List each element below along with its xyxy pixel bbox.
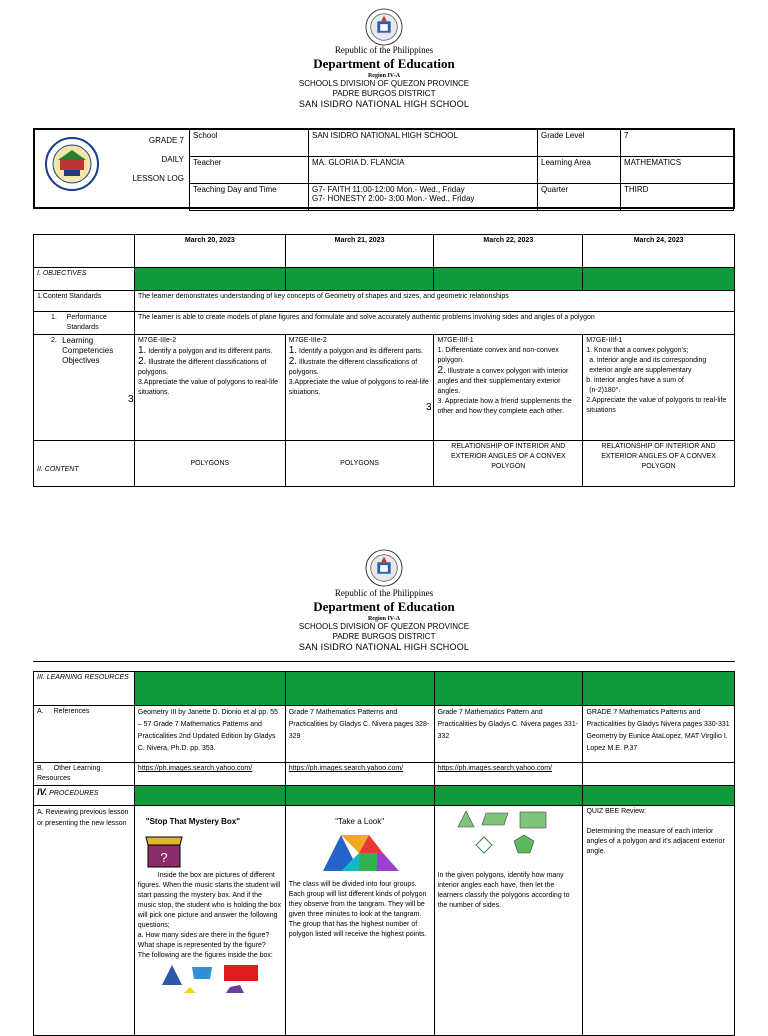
reference-col1: Geometry III by Janette D. Dionio et al pp. 55 – 57 Grade 7 Mathematics Patterns and Practicalities 2nd Updated Edition by Gladys C. Nivera, Ph.D. pp. 353.: [134, 706, 285, 763]
quarter-label: Quarter: [538, 184, 621, 211]
activity-text: Inside the box are pictures of different figures. When the music starts the student will start passing the mystery box. And if the music stop, the student who is holding the box will pick one picture and answer the following questions;: [137, 872, 281, 929]
dll-title-daily: DAILY: [161, 155, 184, 164]
info-table: [189, 129, 734, 211]
procedure-col4: [583, 806, 735, 1036]
empty-cell: [583, 763, 735, 786]
item-num: 2.: [288, 356, 298, 367]
competency-item: 3. Appreciate how a friend supplements the other and how they complete each other.: [437, 398, 572, 415]
performance-standards-text: The learner is able to create models of plane figures and formulate and solve accurately authentic problems involving sides and angles of a polygon: [134, 312, 734, 335]
performance-label-text: Performance Standards: [66, 314, 107, 331]
content-col3: RELATIONSHIP OF INTERIOR AND EXTERIOR ANGLES OF A CONVEX POLYGON: [434, 441, 583, 487]
page2-header: [0, 588, 768, 653]
ref-label-text: References: [53, 708, 90, 715]
header-school: SAN ISIDRO NATIONAL HIGH SCHOOL: [298, 99, 470, 109]
content-col4: RELATIONSHIP OF INTERIOR AND EXTERIOR ANGLES OF A CONVEX POLYGON: [583, 441, 735, 487]
competency-item: 1. Differentiate convex and non-convex polygon.: [437, 347, 559, 364]
green-bar: [134, 268, 285, 291]
procedures-roman: IV.: [37, 787, 48, 797]
review-lesson-label: A. Reviewing previous lesson or presenting the new lesson: [34, 806, 135, 1036]
item-num: 1.: [288, 345, 298, 356]
competency-col2: [285, 335, 434, 441]
green-bar: [285, 786, 434, 806]
competency-item: 1. Know that a convex polygon's;: [586, 347, 689, 354]
date-mar21: March 21, 2023: [285, 235, 434, 268]
deped-seal-icon: [365, 549, 403, 587]
teacher-label: Teacher: [190, 157, 309, 184]
page2-divider: [33, 661, 735, 662]
activity-text: In the given polygons, identify how many interior angles each have, then let the learners classify the polygons according to the number of sides.: [437, 872, 570, 909]
school-logo-icon: [44, 136, 100, 192]
resource-link[interactable]: https://ph.images.search.yahoo.com/: [434, 763, 583, 786]
ref-letter: A.: [37, 708, 44, 715]
green-bar: [434, 268, 583, 291]
header-department: Department of Education: [313, 56, 455, 71]
competencies-num: 2.: [51, 337, 57, 344]
competency-item: Identify a polygon and its different parts.: [299, 348, 424, 355]
dll-title-grade: GRADE 7: [148, 136, 184, 145]
date-mar22: March 22, 2023: [434, 235, 583, 268]
deped-seal-icon: [365, 8, 403, 46]
competency-item: Illustrate the different classifications of polygons.: [288, 359, 418, 376]
green-bar: [434, 786, 583, 806]
other-letter: B.: [37, 765, 44, 772]
content-col2: POLYGONS: [285, 441, 434, 487]
activity-question: a. How many sides are there in the figure?: [137, 932, 270, 939]
area-label: Learning Area: [538, 157, 621, 184]
green-bar: [583, 268, 735, 291]
green-bar: [134, 672, 285, 706]
item-num: 1.: [137, 345, 147, 356]
date-mar20: March 20, 2023: [134, 235, 285, 268]
green-bar: [134, 786, 285, 806]
procedure-col2: [285, 806, 434, 1036]
competency-col4: [583, 335, 735, 441]
competency-code: M7GE-IIIf-1: [586, 337, 623, 344]
svg-text:?: ?: [160, 850, 168, 865]
lesson-table-page2: [33, 671, 735, 1036]
competency-col1: [134, 335, 285, 441]
other-resources-label: [34, 763, 135, 786]
activity-text: Determining the measure of each interior angles of a polygon and it's adjacent exterior angle.: [586, 828, 725, 855]
quarter-value: THIRD: [621, 184, 734, 211]
lesson-table-page1: [33, 234, 735, 487]
procedures-label: [34, 786, 135, 806]
margin-numeral: 3: [128, 394, 134, 405]
procedure-col1: [134, 806, 285, 1036]
competency-col3: [434, 335, 583, 441]
competency-code: M7GE-IIIf-1: [437, 337, 474, 344]
reference-col3: Grade 7 Mathematics Pattern and Practicalities by Gladys C. Nivera pages 331-332: [434, 706, 583, 763]
figures-illustration-icon: [160, 963, 270, 993]
competency-item: 3.Appreciate the value of polygons to real-life situations.: [288, 379, 429, 396]
area-value: MATHEMATICS: [621, 157, 734, 184]
time-value-honesty: G7- HONESTY 2:00- 3:00 Mon.- Wed., Friday: [312, 194, 475, 203]
time-label: Teaching Day and Time: [190, 184, 309, 211]
references-label: [34, 706, 135, 763]
polygons-illustration-icon: [456, 809, 556, 861]
header-district: PADRE BURGOS DISTRICT: [332, 632, 436, 641]
competency-item: b. interior angles have a sum of: [586, 377, 684, 384]
reference-col2: Grade 7 Mathematics Patterns and Practicalities by Gladys C. Nivera pages 328-329: [285, 706, 434, 763]
dll-title-log: LESSON LOG: [132, 174, 184, 183]
resource-link[interactable]: https://ph.images.search.yahoo.com/: [134, 763, 285, 786]
header-region: Region IV-A: [367, 616, 401, 622]
green-bar: [583, 786, 735, 806]
competency-item: Illustrate the different classifications of polygons.: [137, 359, 267, 376]
grade-label: Grade Level: [538, 130, 621, 157]
competency-item: a. interior angle and its corresponding exterior angle are supplementary: [589, 357, 707, 374]
other-label-text: Other Learning Resources: [37, 765, 101, 782]
procedures-label-text: PROCEDURES: [49, 790, 99, 797]
time-value: [309, 184, 538, 211]
competency-item: 2.Appreciate the value of polygons to real-life situations: [586, 397, 727, 414]
green-bar: [434, 672, 583, 706]
header-republic: Republic of the Philippines: [334, 588, 434, 598]
corner-cell: [34, 235, 135, 268]
content-col1: POLYGONS: [134, 441, 285, 487]
header-department: Department of Education: [313, 599, 455, 614]
grade-value: 7: [621, 130, 734, 157]
item-num: 2.: [437, 365, 446, 376]
date-mar24: March 24, 2023: [583, 235, 735, 268]
competency-code: M7GE-IIIe-2: [137, 337, 177, 344]
resource-link[interactable]: https://ph.images.search.yahoo.com/: [285, 763, 434, 786]
green-bar: [285, 672, 434, 706]
competency-item: (n-2)180°.: [589, 387, 621, 394]
competency-item: 3.Appreciate the value of polygons to real-life situations.: [137, 379, 279, 396]
performance-standards-label: [34, 312, 135, 335]
competency-item: Identify a polygon and its different parts.: [148, 348, 273, 355]
green-bar: [583, 672, 735, 706]
competencies-label: [34, 335, 135, 441]
competency-item: Illustrate a convex polygon with interior angles and their supplementary exterior angles.: [437, 368, 569, 395]
school-label: School: [190, 130, 309, 157]
school-value: SAN ISIDRO NATIONAL HIGH SCHOOL: [309, 130, 538, 157]
tangram-icon: [323, 835, 399, 871]
header-school: SAN ISIDRO NATIONAL HIGH SCHOOL: [298, 642, 470, 652]
header-division: SCHOOLS DIVISION OF QUEZON PROVINCE: [298, 622, 470, 631]
activity-title: "Stop That Mystery Box": [145, 817, 241, 826]
margin-numeral: 3: [426, 402, 432, 413]
header-division: SCHOOLS DIVISION OF QUEZON PROVINCE: [298, 79, 470, 88]
content-label: II. CONTENT: [34, 441, 135, 487]
activity-question: The following are the figures inside the box:: [137, 952, 273, 959]
activity-title: "Take a Look": [335, 817, 385, 826]
reference-col4: GRADE 7 Mathematics Patterns and Practicalities by Gladys Nivera pages 330-331 Geometry by Eunice AtaLopez, MAT Virgilio I. Lopez M.E. P.37: [583, 706, 735, 763]
procedure-col3: [434, 806, 583, 1036]
content-standards-text: The learner demonstrates understanding of key concepts of Geometry of shapes and sizes, and geometric relationships: [134, 291, 734, 312]
dll-title: [104, 131, 184, 188]
header-republic: Republic of the Philippines: [334, 45, 434, 55]
header-region: Region IV-A: [367, 73, 401, 79]
item-num: 2.: [137, 356, 147, 367]
time-value-faith: G7- FAITH 11:00-12:00 Mon.- Wed., Friday: [312, 185, 465, 194]
activity-title: QUIZ BEE Review:: [586, 808, 646, 815]
competency-code: M7GE-IIIe-2: [288, 337, 327, 344]
page1-header: [0, 45, 768, 110]
competencies-label-text: Learning Competencies Objectives: [62, 336, 114, 365]
performance-num: 1.: [51, 314, 57, 321]
objectives-label: I. OBJECTIVES: [34, 268, 135, 291]
teacher-value: MA. GLORIA D. FLANCIA: [309, 157, 538, 184]
header-district: PADRE BURGOS DISTRICT: [332, 89, 436, 98]
activity-text: The class will be divided into four groups. Each group will list different kinds of polygon they observe from the tangram. They will be given three minutes to look at the tangram. The group that has the highest number of polygon listed will receive the highest points.: [288, 881, 427, 938]
resources-label: III. LEARNING RESOURCES: [34, 672, 135, 706]
content-standards-label: 1.Content Standards: [34, 291, 135, 312]
green-bar: [285, 268, 434, 291]
activity-question: What shape is represented by the figure?: [137, 942, 266, 949]
mystery-box-icon: [142, 831, 186, 869]
